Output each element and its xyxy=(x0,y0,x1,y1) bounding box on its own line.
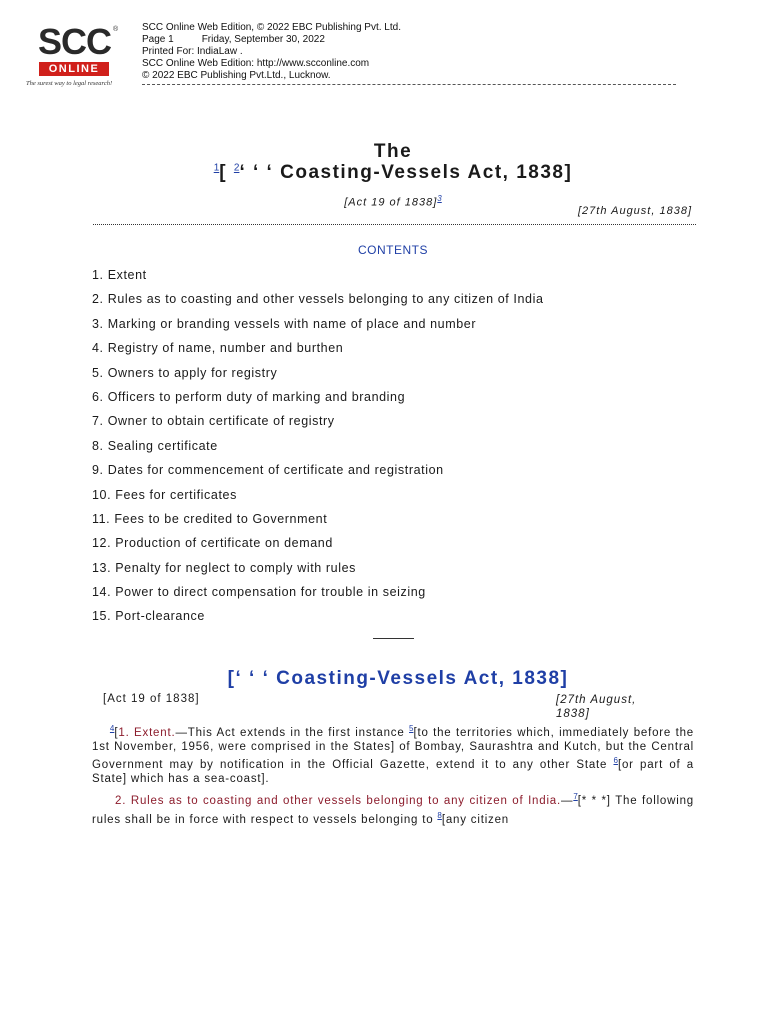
print-header xyxy=(142,22,401,82)
contents-item[interactable]: 11. Fees to be credited to Government xyxy=(92,511,328,526)
section-2-dash: — xyxy=(561,794,574,807)
contents-item[interactable]: 4. Registry of name, number and burthen xyxy=(92,341,344,356)
contents-item[interactable]: 2. Rules as to coasting and other vessels belonging to any citizen of India xyxy=(92,292,544,307)
logo-online-badge: ONLINE xyxy=(39,62,109,76)
contents-item[interactable]: 9. Dates for commencement of certificate and registration xyxy=(92,463,444,478)
contents-heading[interactable]: CONTENTS xyxy=(358,243,428,257)
contents-item[interactable]: 1. Extent xyxy=(92,268,147,282)
section-2-text-a: [* * *] The following rules shall be in force with respect to vessels belonging to xyxy=(92,794,694,826)
page-title xyxy=(0,162,768,184)
section-1-heading: 1. Extent. xyxy=(118,726,176,739)
contents-item[interactable]: 5. Owners to apply for registry xyxy=(92,365,278,380)
section-2-paragraph xyxy=(92,790,694,827)
header-edition: SCC Online Web Edition, © 2022 EBC Publishing Pvt. Ltd. xyxy=(142,22,401,33)
header-copyright: © 2022 EBC Publishing Pvt.Ltd., Lucknow. xyxy=(142,70,331,81)
logo-brand: SCC xyxy=(38,21,112,62)
contents-item[interactable]: 6. Officers to perform duty of marking and branding xyxy=(92,389,406,404)
act-number-text: [Act 19 of 1838] xyxy=(344,196,438,209)
footnote-link-6[interactable]: 6 xyxy=(613,756,618,766)
title-the: The xyxy=(373,141,413,162)
footnote-link-5[interactable]: 5 xyxy=(409,724,414,733)
contents-item[interactable]: 13. Penalty for neglect to comply with rules xyxy=(92,560,357,575)
section-1-paragraph xyxy=(92,722,694,787)
act-body-date xyxy=(555,693,694,721)
act-body-date-line2: 1838] xyxy=(556,708,590,720)
section-1-text-a: —This Act extends in the first instance xyxy=(175,726,409,739)
act-body-date-line1: [27th August, xyxy=(556,694,637,706)
contents-item[interactable]: 14. Power to direct compensation for trouble in seizing xyxy=(92,585,426,600)
header-divider xyxy=(142,84,676,85)
header-page-line xyxy=(142,34,401,46)
contents-item[interactable]: 8. Sealing certificate xyxy=(92,438,218,453)
header-page-number: Page 1 xyxy=(142,34,174,45)
section-2-heading: 2. Rules as to coasting and other vessels belonging to any citizen of India. xyxy=(115,794,561,807)
footnote-link-8[interactable]: 8 xyxy=(437,810,442,820)
contents-item[interactable]: 10. Fees for certificates xyxy=(92,487,237,502)
title-bracket: [ xyxy=(219,162,228,183)
section-divider xyxy=(373,638,414,639)
logo-registered-mark: ® xyxy=(113,26,119,33)
title-divider xyxy=(93,224,696,225)
footnote-link-3[interactable]: 3 xyxy=(437,194,442,203)
act-body-number: [Act 19 of 1838] xyxy=(103,693,200,705)
title-text: ‘ ‘ ‘ Coasting-Vessels Act, 1838] xyxy=(239,162,573,183)
logo-tagline: The surest way to legal research! xyxy=(26,80,113,87)
section-1-text-b: [to the territories which, immediately before the 1st November, 1956, were comprised in the States] of Bombay, Saurashtra and Kutch, but the Central Government may by notification in the Official Gazette, extend it to any other State xyxy=(92,726,694,772)
section-1-bracket: [ xyxy=(114,726,119,739)
contents-item[interactable]: 3. Marking or branding vessels with name of place and number xyxy=(92,316,477,331)
header-printed-for: Printed For: IndiaLaw . xyxy=(142,46,243,57)
section-1-text-c: [or part of a State] which has a sea-coast]. xyxy=(92,759,694,786)
header-web-edition: SCC Online Web Edition: http://www.scconline.com xyxy=(142,58,370,69)
contents-item[interactable]: 15. Port-clearance xyxy=(92,609,205,624)
contents-item[interactable]: 7. Owner to obtain certificate of registry xyxy=(92,414,335,429)
footnote-link-7[interactable]: 7 xyxy=(573,792,578,801)
contents-item[interactable]: 12. Production of certificate on demand xyxy=(92,536,333,551)
footnote-link-1[interactable]: 1 xyxy=(213,162,220,174)
header-page-date: Friday, September 30, 2022 xyxy=(201,34,325,45)
act-heading: [‘ ‘ ‘ Coasting-Vessels Act, 1838] xyxy=(227,668,569,689)
footnote-link-4[interactable]: 4 xyxy=(109,724,115,733)
scc-online-logo xyxy=(22,21,132,90)
contents-list xyxy=(92,268,544,634)
section-2-text-b: [any citizen xyxy=(441,813,509,826)
footnote-link-2[interactable]: 2 xyxy=(233,162,240,174)
act-date: [27th August, 1838] xyxy=(578,205,692,217)
